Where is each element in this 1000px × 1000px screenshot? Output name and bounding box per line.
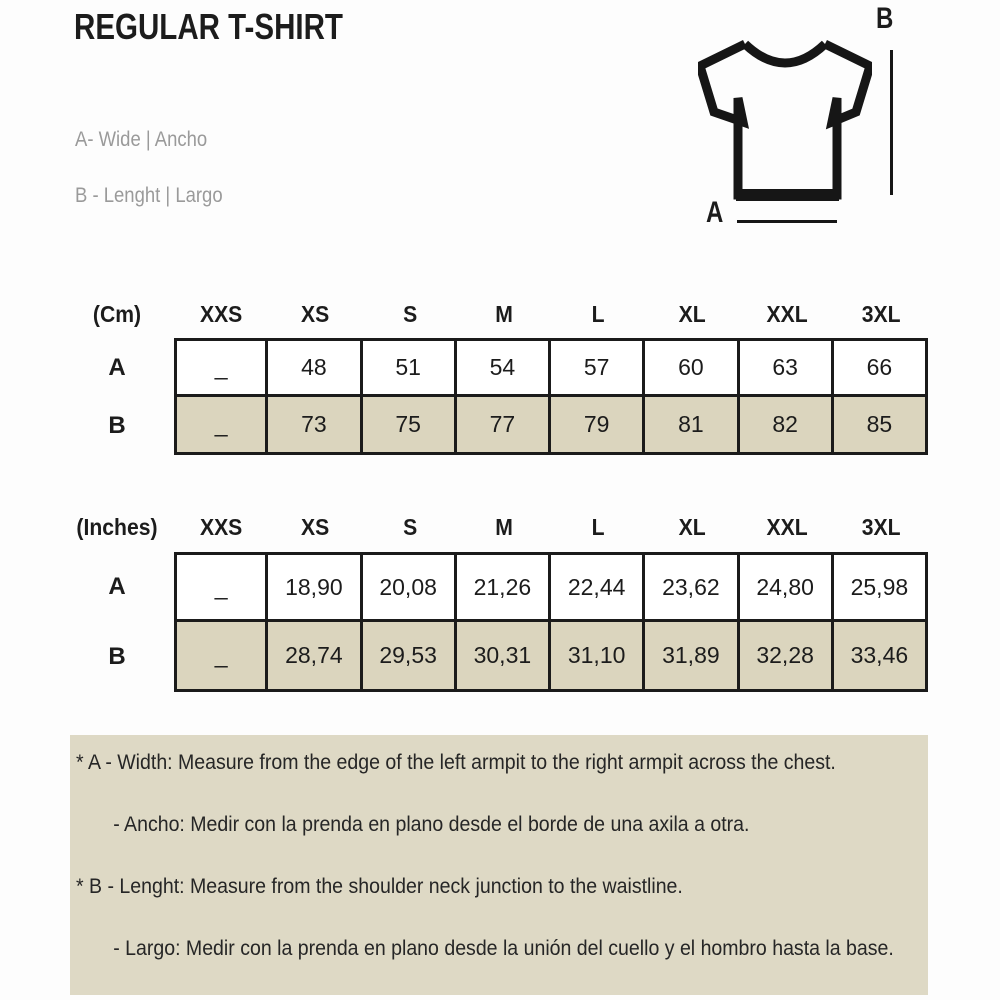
cell-cm-a-l: 57	[551, 338, 645, 397]
cell-in-a-3xl: 25,98	[834, 552, 928, 622]
unit-label-cm: (Cm)	[92, 300, 142, 327]
cell-cm-b-l: 79	[551, 397, 645, 455]
cell-in-b-xxl: 32,28	[740, 622, 834, 692]
row-label-b: B	[108, 412, 126, 439]
note-length-en: * B - Lenght: Measure from the shoulder neck junction to the waistline.	[76, 875, 683, 898]
note-width-en: * A - Width: Measure from the edge of the left armpit to the right armpit across the chest.	[76, 751, 836, 774]
cell-in-b-s: 29,53	[363, 622, 457, 692]
cell-cm-a-xxs: _	[174, 338, 268, 397]
cell-cm-b-xs: 73	[268, 397, 362, 455]
cell-in-a-s: 20,08	[363, 552, 457, 622]
cell-in-b-xxs: _	[174, 622, 268, 692]
diagram-label-b: B	[876, 2, 894, 35]
size-header: S	[402, 513, 417, 540]
cell-cm-a-xs: 48	[268, 338, 362, 397]
cell-cm-a-m: 54	[457, 338, 551, 397]
row-label-b: B	[108, 643, 126, 670]
notes-box	[70, 735, 928, 995]
cell-cm-b-3xl: 85	[834, 397, 928, 455]
unit-label-inches: (Inches)	[76, 513, 158, 540]
size-header: XXL	[766, 513, 808, 540]
size-header: 3XL	[861, 300, 901, 327]
cell-in-b-xl: 31,89	[645, 622, 739, 692]
cell-in-b-3xl: 33,46	[834, 622, 928, 692]
cell-in-b-xs: 28,74	[268, 622, 362, 692]
size-header: M	[495, 300, 513, 327]
cell-in-a-xxs: _	[174, 552, 268, 622]
cell-cm-b-xxl: 82	[740, 397, 834, 455]
cell-cm-a-xl: 60	[645, 338, 739, 397]
size-header: L	[591, 300, 605, 327]
cell-cm-a-xxl: 63	[740, 338, 834, 397]
cell-cm-a-s: 51	[363, 338, 457, 397]
legend-width: A- Wide | Ancho	[75, 128, 208, 151]
size-header: XXS	[199, 513, 243, 540]
size-header: XL	[678, 513, 706, 540]
cell-cm-b-s: 75	[363, 397, 457, 455]
legend-length: B - Lenght | Largo	[75, 184, 223, 207]
cell-in-a-xxl: 24,80	[740, 552, 834, 622]
cell-in-b-l: 31,10	[551, 622, 645, 692]
note-length-es: - Largo: Medir con la prenda en plano desde la unión del cuello y el hombro hasta la base.	[113, 937, 894, 960]
size-header: 3XL	[861, 513, 901, 540]
size-header: XS	[301, 300, 330, 327]
size-header: XXS	[199, 300, 243, 327]
cell-in-b-m: 30,31	[457, 622, 551, 692]
cell-cm-a-3xl: 66	[834, 338, 928, 397]
size-header: XS	[301, 513, 330, 540]
size-table-inches	[60, 502, 928, 692]
cell-in-a-xl: 23,62	[645, 552, 739, 622]
cell-cm-b-m: 77	[457, 397, 551, 455]
cell-cm-b-xxs: _	[174, 397, 268, 455]
measure-line-a	[737, 220, 837, 223]
cell-in-a-xs: 18,90	[268, 552, 362, 622]
row-label-a: A	[108, 573, 126, 600]
size-header: XL	[678, 300, 706, 327]
diagram-label-a: A	[706, 196, 724, 229]
size-table-cm	[60, 290, 928, 455]
note-width-es: - Ancho: Medir con la prenda en plano desde el borde de una axila a otra.	[113, 813, 750, 836]
cell-in-a-m: 21,26	[457, 552, 551, 622]
row-label-a: A	[108, 353, 126, 381]
size-header: M	[495, 513, 513, 540]
tshirt-icon	[698, 36, 872, 202]
page-title: REGULAR T-SHIRT	[74, 6, 343, 47]
cell-in-a-l: 22,44	[551, 552, 645, 622]
measure-line-b	[890, 50, 893, 195]
size-header: S	[402, 300, 417, 327]
size-header: L	[591, 513, 605, 540]
cell-cm-b-xl: 81	[645, 397, 739, 455]
size-header: XXL	[766, 300, 808, 327]
